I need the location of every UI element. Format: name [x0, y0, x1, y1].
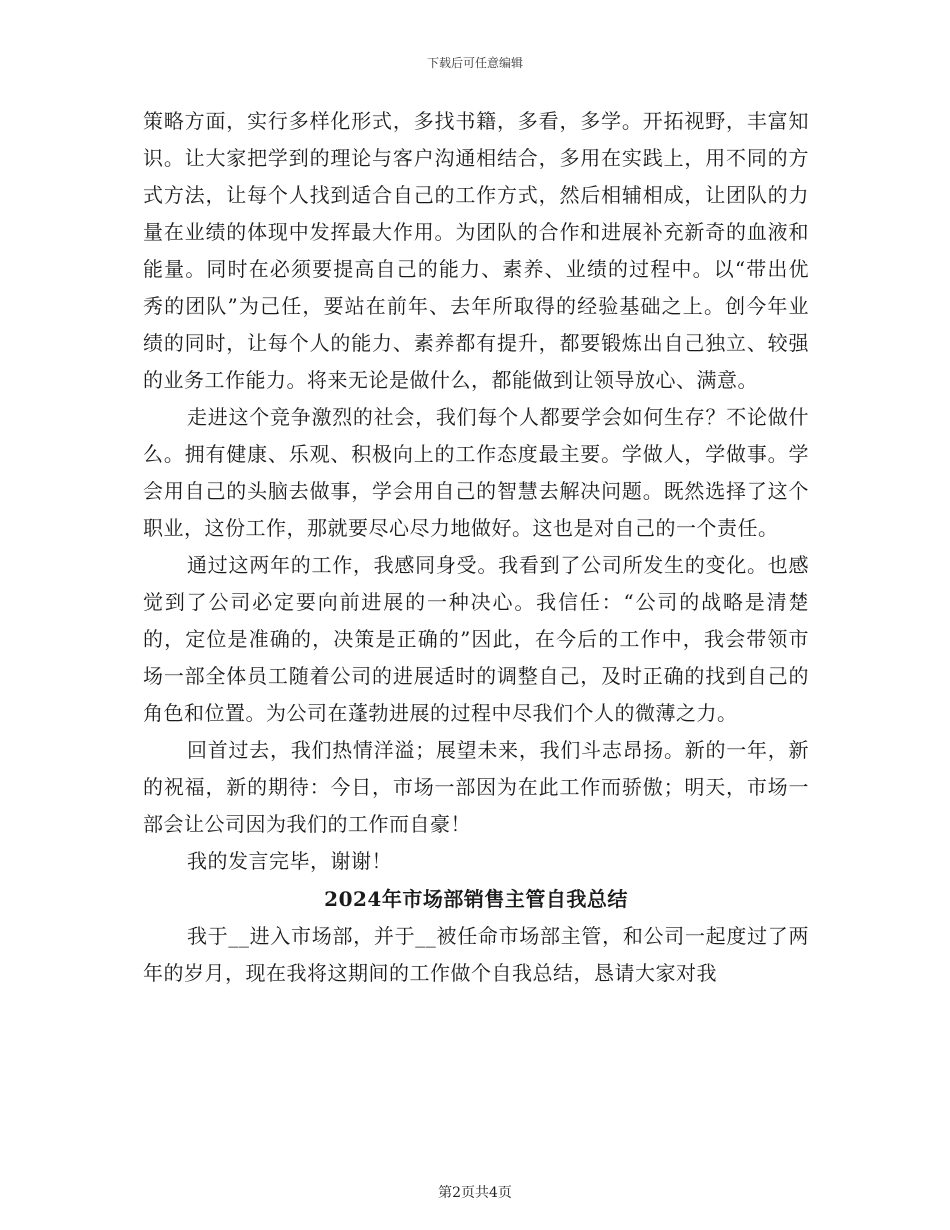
paragraph-strategy: 策略方面，实行多样化形式，多找书籍，多看，多学。开拓视野，丰富知识。让大家把学到的理论与客户沟通相结合，多用在实践上，用不同的方式方法，让每个人找到适合自己的工作方式，然后相辅相成，让团队的力量在业绩的体现中发挥最大作用。为团队的合作和进展补充新奇的血液和能量。同时在必须要提高自己的能力、素养、业绩的过程中。以“带出优秀的团队”为己任，要站在前年、去年所取得的经验基础之上。创今年业绩的同时，让每个人的能力、素养都有提升，都要锻炼出自己独立、较强的业务工作能力。将来无论是做什么，都能做到让领导放心、满意。: [143, 109, 809, 392]
page-header-note: 下载后可任意编辑: [426, 56, 523, 70]
paragraph-looking-back: 回首过去，我们热情洋溢；展望未来，我们斗志昂扬。新的一年，新的祝福，新的期待：今日，市场一部因为在此工作而骄傲；明天，市场一部会让公司因为我们的工作而自豪！: [143, 738, 809, 836]
paragraph-closing: 我的发言完毕，谢谢！: [187, 849, 392, 873]
section-title: 2024年市场部销售主管自我总结: [324, 887, 628, 911]
document-body: [143, 103, 809, 992]
paragraph-self-summary: 我于__进入市场部，并于__被任命市场部主管，和公司一起度过了两年的岁月，现在我将这期间的工作做个自我总结，恳请大家对我: [143, 924, 809, 985]
paragraph-two-years: 通过这两年的工作，我感同身受。我看到了公司所发生的变化。也感觉到了公司必定要向前进展的一种决心。我信任：“公司的战略是清楚的，定位是准确的，决策是正确的”因此，在今后的工作中，我会带领市场一部全体员工随着公司的进展适时的调整自己，及时正确的找到自己的角色和位置。为公司在蓬勃进展的过程中尽我们个人的微薄之力。: [143, 553, 809, 725]
paragraph-competition: 走进这个竞争激烈的社会，我们每个人都要学会如何生存？不论做什么。拥有健康、乐观、积极向上的工作态度最主要。学做人，学做事。学会用自己的头脑去做事，学会用自己的智慧去解决问题。既然选择了这个职业，这份工作，那就要尽心尽力地做好。这也是对自己的一个责任。: [143, 405, 809, 540]
page-number: 第2页共4页: [438, 1185, 512, 1201]
